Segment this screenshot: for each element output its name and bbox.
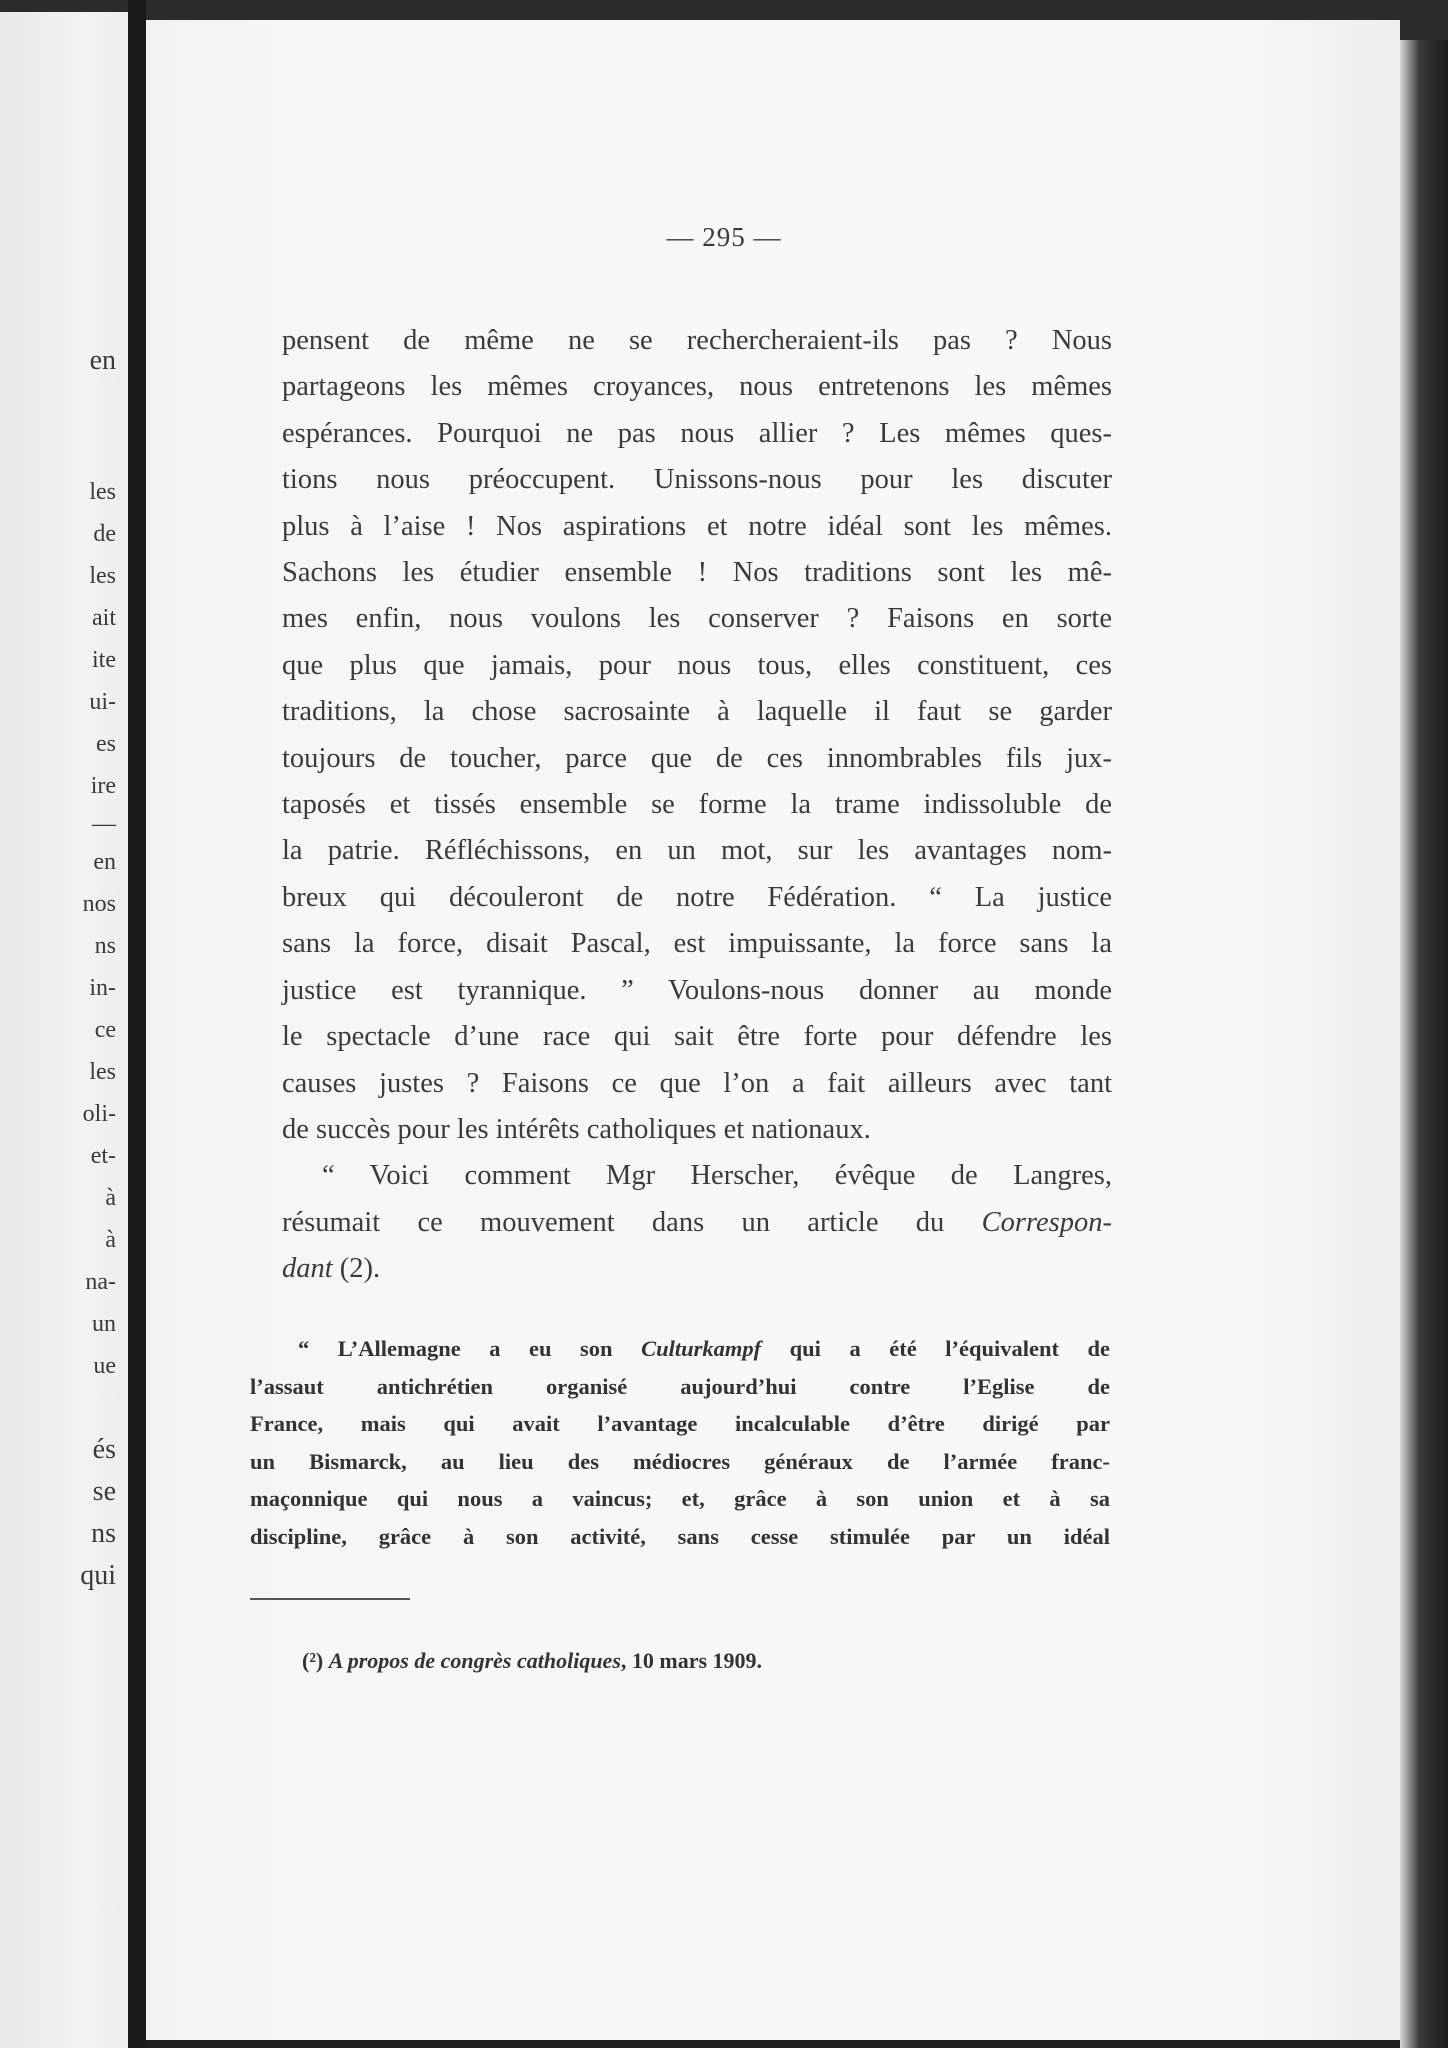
previous-page-text-fragment: ns (91, 1518, 116, 1549)
previous-page-text-fragment: ui- (89, 689, 116, 715)
page-number: — 295 — (666, 222, 782, 252)
quote-text: qui a été l’équivalent de (761, 1336, 1111, 1361)
body-line-text: résumait ce mouvement dans un article du (282, 1206, 982, 1238)
quote-line (250, 1330, 1110, 1368)
previous-page-text-fragment: na- (85, 1269, 116, 1295)
body-line: taposés et tissés ensemble se forme la trame indissoluble de (282, 789, 1112, 821)
footnote-marker: (²) (302, 1648, 324, 1673)
previous-page-text-fragment: ce (94, 1017, 116, 1043)
body-line: toujours de toucher, parce que de ces innombrables fils jux- (282, 742, 1112, 774)
quote-line: France, mais qui avait l’avantage incalculable d’être dirigé par (250, 1411, 1110, 1436)
previous-page-text-fragment: nos (82, 891, 116, 917)
previous-page-text-fragment: à (105, 1185, 116, 1211)
previous-page-text-fragment: les (89, 563, 116, 589)
previous-page-text-fragment: — (92, 811, 116, 837)
body-line: justice est tyrannique. ” Voulons-nous donner au monde (282, 974, 1112, 1006)
body-line (282, 1200, 1112, 1246)
body-line: la patrie. Réfléchissons, en un mot, sur les avantages nom- (282, 835, 1112, 867)
body-line: le spectacle d’une race qui sait être forte pour défendre les (282, 1021, 1112, 1053)
previous-page-text-fragment: oli- (82, 1101, 116, 1127)
previous-page-text-fragment: à (105, 1227, 116, 1253)
footnote-title: A propos de congrès catholiques (328, 1648, 621, 1673)
previous-page-text-fragment: les (89, 1059, 116, 1085)
body-line: breux qui découleront de notre Fédération. “ La justice (282, 881, 1112, 913)
previous-page-text-fragment: és (92, 1434, 116, 1465)
page-right-edge (1400, 40, 1448, 2048)
quote-line: discipline, grâce à son activité, sans cesse stimulée par un idéal (250, 1523, 1110, 1549)
previous-page-text-fragment: et- (90, 1143, 116, 1169)
quote-italic-term: Culturkampf (641, 1336, 762, 1361)
body-line: sans la force, disait Pascal, est impuissante, la force sans la (282, 928, 1112, 960)
quote-text: “ L’Allemagne a eu son (298, 1336, 642, 1361)
body-line: plus à l’aise ! Nos aspirations et notre idéal sont les mêmes. (282, 510, 1112, 542)
body-line: tions nous préoccupent. Unissons-nous pour les discuter (282, 464, 1112, 496)
footnote-reference: (2). (332, 1253, 381, 1285)
body-line: traditions, la chose sacrosainte à laquelle il faut se garder (282, 696, 1112, 728)
body-line: causes justes ? Faisons ce que l’on a fait ailleurs avec tant (282, 1067, 1112, 1099)
quote-line: l’assaut antichrétien organisé aujourd’hui contre l’Eglise de (250, 1373, 1110, 1399)
previous-page-text-fragment: les (89, 479, 116, 505)
previous-page-text-fragment: en (89, 345, 116, 376)
body-text (282, 318, 1112, 1293)
previous-page-text-fragment: ite (92, 647, 116, 673)
previous-page-text-fragment: in- (89, 975, 116, 1001)
previous-page-text-fragment: qui (80, 1560, 116, 1591)
body-line: “ Voici comment Mgr Herscher, évêque de Langres, (322, 1160, 1112, 1192)
previous-page-text-fragment: ue (93, 1353, 116, 1379)
body-line: espérances. Pourquoi ne pas nous allier ? Les mêmes ques- (282, 417, 1112, 449)
previous-page-text-fragment: es (96, 731, 116, 757)
body-line: Sachons les étudier ensemble ! Nos traditions sont les mê- (282, 557, 1112, 589)
previous-page-text-fragment: ait (92, 605, 116, 631)
previous-page-text-fragment: se (92, 1476, 116, 1507)
previous-page-text-fragment: en (93, 849, 116, 875)
footnote (302, 1648, 762, 1674)
previous-page-text-fragment: un (92, 1311, 116, 1337)
quote-line: un Bismarck, au lieu des médiocres généraux de l’armée franc- (250, 1448, 1110, 1474)
body-line: que plus que jamais, pour nous tous, elles constituent, ces (282, 649, 1112, 681)
body-line: de succès pour les intérêts catholiques et nationaux. (282, 1113, 871, 1145)
body-line: pensent de même ne se rechercheraient-ils pas ? Nous (282, 325, 1112, 356)
previous-page-edge (0, 12, 140, 2048)
body-line (282, 1246, 1112, 1292)
quote-line: maçonnique qui nous a vaincus; et, grâce à son union et à sa (250, 1486, 1110, 1511)
journal-title: Correspon- (981, 1206, 1112, 1238)
footnote-separator (250, 1598, 410, 1600)
journal-title-end: dant (282, 1253, 333, 1285)
previous-page-text-fragment: ire (90, 773, 116, 799)
previous-page-text-fragment: de (93, 521, 116, 547)
body-line: mes enfin, nous voulons les conserver ? Faisons en sorte (282, 603, 1112, 635)
body-line: partageons les mêmes croyances, nous entretenons les mêmes (282, 371, 1112, 403)
previous-page-text-fragment: ns (94, 933, 116, 959)
book-gutter (128, 0, 146, 2048)
footnote-date: , 10 mars 1909. (620, 1648, 763, 1673)
quoted-passage (250, 1330, 1110, 1555)
